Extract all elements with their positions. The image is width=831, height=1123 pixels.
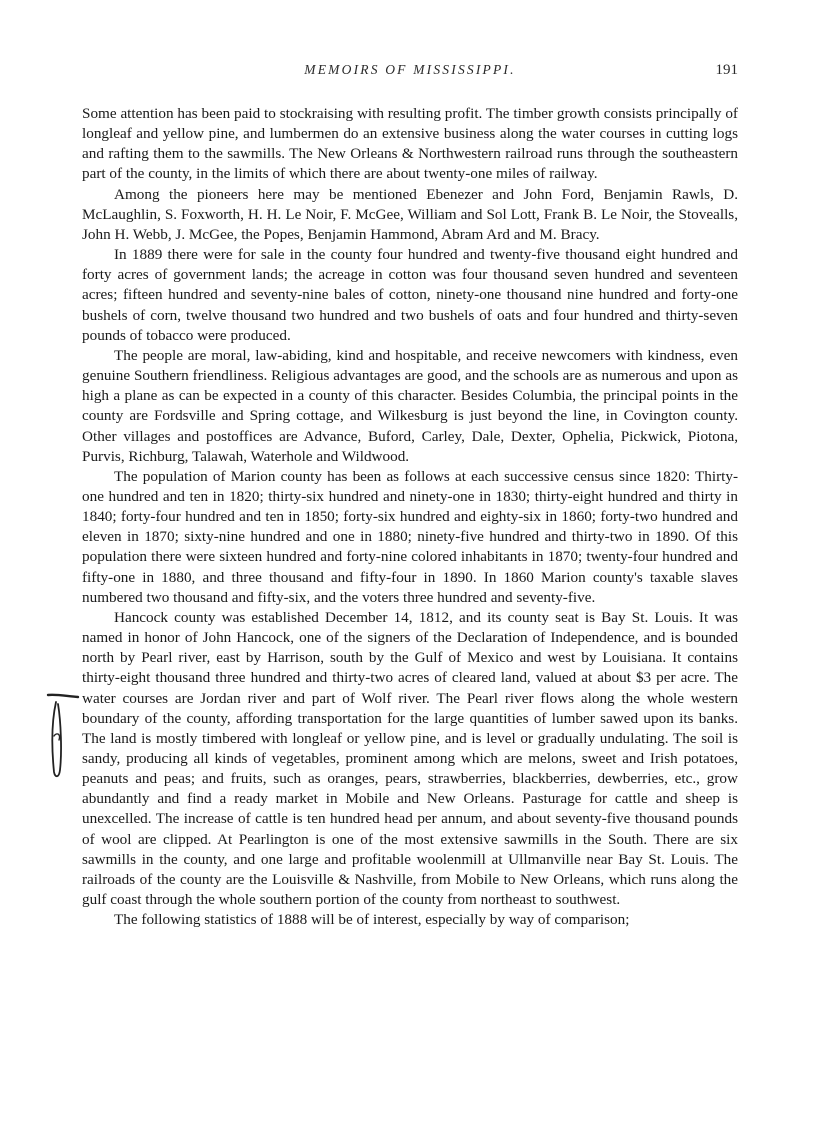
paragraph-people: The people are moral, law-abiding, kind and hospitable, and receive newcomers with kindness, even genuine Southern friendliness. Religious advantages are good, and the schools are as numerous and upon as high a plane as can be expected in a county of this character. Besides Columbia, the principal points in the county are Fordsville and Spring cottage, and Wilkesburg is just beyond the line, in Covington county. Other villages and postoffices are Advance, Buford, Carley, Dale, Dexter, Ophelia, Pickwick, Piotona, Purvis, Richburg, Talawah, Waterhole and Wildwood. xyxy=(82,346,738,465)
paragraph-hancock-county: Hancock county was established December 14, 1812, and its county seat is Bay St. Louis. It was named in honor of John Hancock, one of the signers of the Declaration of Independence, and is bounded north by Pearl river, east by Harrison, south by the Gulf of Mexico and west by Louisiana. It contains thirty-eight thousand three hundred and thirty-two acres of cleared land, valued at about $3 per acre. The water courses are Jordan river and part of Wolf river. The Pearl river flows along the whole western boundary of the county, affording transportation for the large quantities of lumber sawed upon its banks. The land is mostly timbered with longleaf or yellow pine, and is level or gradually undulating. The soil is sandy, producing all kinds of vegetables, prominent among which are melons, sweet and Irish potatoes, peanuts and peas; and fruits, such as oranges, pears, strawberries, blackberries, dewberries, etc., grow abundantly and find a ready market in Mobile and New Orleans. Pasturage for cattle and sheep is unexcelled. The increase of cattle is ten hundred head per annum, and about seventy-five thousand pounds of wool are clipped. At Pearlington is one of the most extensive sawmills in the South. There are six sawmills in the county, and one large and profitable woolenmill at Ullmanville near Bay St. Louis. The railroads of the county are the Louisville & Nashville, from Mobile to New Orleans, which runs along the gulf coast through the whole southern portion of the county from northeast to southwest. xyxy=(82,608,738,909)
page-number: 191 xyxy=(715,62,738,78)
running-header xyxy=(82,62,738,82)
paragraph-pioneers: Among the pioneers here may be mentioned Ebenezer and John Ford, Benjamin Rawls, D. McLaughlin, S. Foxworth, H. H. Le Noir, F. McGee, William and Sol Lott, Frank B. Le Noir, the Stovealls, John H. Webb, J. McGee, the Popes, Benjamin Hammond, Abram Ard and M. Bracy. xyxy=(82,185,738,243)
paragraph-stockraising: Some attention has been paid to stockraising with resulting profit. The timber growth consists principally of longleaf and yellow pine, and lumbermen do an extensive business along the water courses in cutting logs and rafting them to the sawmills. The New Orleans & Northwestern railroad runs through the southeastern part of the county, in the limits of which there are about twenty-one miles of railway. xyxy=(82,105,738,183)
paragraph-population: The population of Marion county has been as follows at each successive census since 1820: Thirty-one hundred and ten in 1820; thirty-six hundred and ninety-one in 1830; thirty-eight hundred and thirty in 1840; forty-four hundred and ten in 1850; forty-six hundred and eighty-six in 1860; forty-two hundred and eleven in 1870; sixty-nine hundred and one in 1880; ninety-five hundred and thirty-two in 1890. Of this population there were sixteen hundred and forty-nine colored inhabitants in 1870; twenty-four hundred and fifty-one in 1880, and three thousand and fifty-four in 1890. In 1860 Marion county's taxable slaves numbered two thousand and fifty-six, and the voters three hundred and seventy-five. xyxy=(82,467,738,606)
header-title: MEMOIRS OF MISSISSIPPI. xyxy=(304,62,516,77)
handwritten-margin-mark xyxy=(42,692,82,782)
paragraph-statistics-1888: The following statistics of 1888 will be of interest, especially by way of comparison; xyxy=(114,911,630,929)
paragraph-1889-production: In 1889 there were for sale in the county four hundred and twenty-five thousand eight hundred and forty acres of government lands; the acreage in cotton was four thousand seven hundred and seventeen acres; fifteen hundred and seventy-nine bales of cotton, ninety-one thousand nine hundred and forty-one bushels of corn, twelve thousand two hundred and two bushels of oats and four hundred and thirty-seven pounds of tobacco were produced. xyxy=(82,246,738,344)
body-text xyxy=(82,104,738,930)
